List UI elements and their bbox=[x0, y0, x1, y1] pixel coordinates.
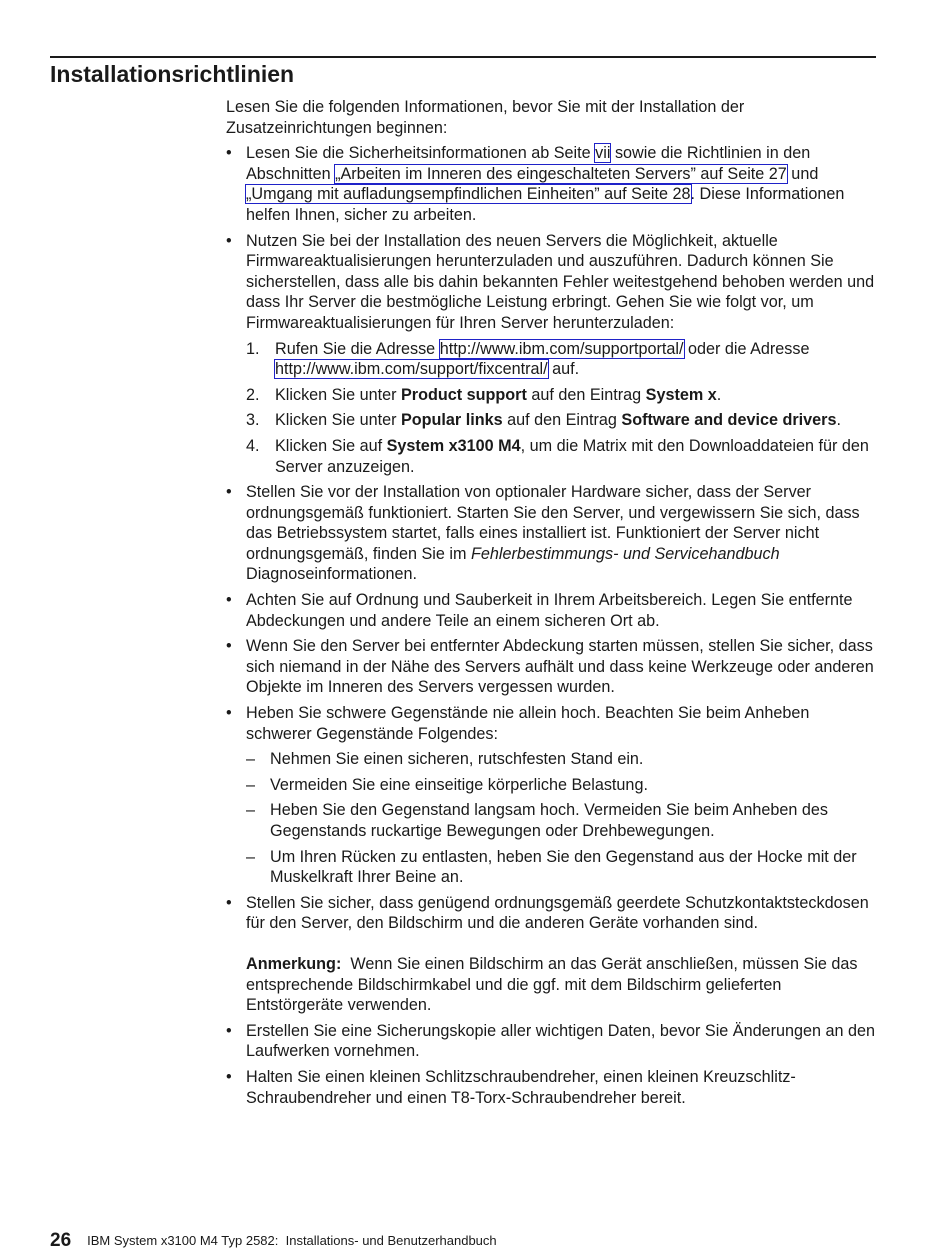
dash-marker: – bbox=[246, 847, 256, 866]
note-paragraph: Anmerkung: Wenn Sie einen Bildschirm an das Gerät anschließen, müssen Sie das entsprechende Bildschirmkabel und die ggf. mit dem Bildschirm gelieferten Entstörgeräte verwenden. bbox=[246, 954, 863, 1015]
bullet-marker: • bbox=[226, 637, 232, 656]
list-item-firmware: • Nutzen Sie bei der Installation des neuen Servers die Möglichkeit, aktuelle Firmwareaktualisierungen herunterzuladen und auszuführen. Dadurch können Sie sicherstellen, dass alle bis dahin bekannten Fehler weitestgehend behoben werden und dass Ihr Server die bestmögliche Leistung erbringt. Gehen Sie wie folgt vor, um Firmwareaktualisierungen für Ihren Server herunterzuladen: 1. Rufen Sie die Adresse http://www.ibm.com/supportportal/ oder die Adresse http://www.ibm.com/support/fixcentral/ auf. 2. Klicken Sie unter Product support auf den Eintrag System x. 3. Klicken Sie unter Popular links auf den Eintrag Software and device drivers. 4. Klicken Sie auf System x3100 M4, um die Matrix mit den Downloaddateien für den Server anzuzeigen. bbox=[226, 231, 878, 478]
page-heading: Installationsrichtlinien bbox=[50, 61, 295, 87]
link-fixcentral[interactable]: http://www.ibm.com/support/fixcentral/ bbox=[275, 360, 548, 379]
list-item-hardware-check: • Stellen Sie vor der Installation von optionaler Hardware sicher, dass der Server ordnungsgemäß funktioniert. Starten Sie den Server, und vergewissern Sie sich, dass das Betriebssystem startet, falls eines installiert ist. Funktioniert der Server nicht ordnungsgemäß, finden Sie im Fehlerbestimmungs- und Servicehandbuch Diagnoseinformationen. bbox=[226, 483, 860, 584]
footer-title: IBM System x3100 M4 Typ 2582: Installations- und Benutzerhandbuch bbox=[87, 1233, 497, 1248]
guideline-list bbox=[226, 143, 878, 1108]
bullet-marker: • bbox=[226, 144, 232, 163]
step-3: 3. Klicken Sie unter Popular links auf den Eintrag Software and device drivers. bbox=[246, 411, 841, 430]
step-number: 3. bbox=[246, 411, 260, 430]
step-number: 1. bbox=[246, 339, 260, 358]
sublist-item: – Vermeiden Sie eine einseitige körperliche Belastung. bbox=[246, 775, 648, 794]
firmware-steps bbox=[246, 339, 878, 478]
link-supportportal[interactable]: http://www.ibm.com/supportportal/ bbox=[439, 339, 684, 358]
link-static-sensitive-devices[interactable]: „Umgang mit aufladungsempfindlichen Einheiten” auf Seite 28 bbox=[246, 185, 691, 204]
bullet-marker: • bbox=[226, 483, 232, 502]
list-item-grounded-outlets: • Stellen Sie sicher, dass genügend ordnungsgemäß geerdete Schutzkontaktsteckdosen für den Server, den Bildschirm und die anderen Geräte vorhanden sind. Anmerkung: Wenn Sie einen Bildschirm an das Gerät anschließen, müssen Sie das entsprechende Bildschirmkabel und die ggf. mit dem Bildschirm gelieferten Entstörgeräte verwenden. bbox=[226, 893, 878, 1016]
bullet-marker: • bbox=[226, 1021, 232, 1040]
dash-marker: – bbox=[246, 801, 256, 820]
main-content bbox=[226, 97, 878, 1108]
bullet-marker: • bbox=[226, 591, 232, 610]
bullet-marker: • bbox=[226, 893, 232, 912]
bullet-marker: • bbox=[226, 1067, 232, 1086]
sublist-item: – Heben Sie den Gegenstand langsam hoch. Vermeiden Sie beim Anheben des Gegenstands ruckartige Bewegungen oder Drehbewegungen. bbox=[246, 801, 828, 840]
sublist-item: – Um Ihren Rücken zu entlasten, heben Sie den Gegenstand aus der Hocke mit der Muskelkraft Ihrer Beine an. bbox=[246, 847, 857, 887]
list-item-lifting: • Heben Sie schwere Gegenstände nie allein hoch. Beachten Sie beim Anheben schwerer Gegenstände Folgendes: – Nehmen Sie einen sicheren, rutschfesten Stand ein. – Vermeiden Sie eine einseitige körperliche Belastung. – Heben Sie den Gegenstand langsam hoch. Vermeiden Sie beim Anheben des Gegenstands ruckartige Bewegungen oder Drehbewegungen. – Um Ihren Rücken zu entlasten, heben Sie den Gegenstand aus der Hocke mit der Muskelkraft Ihrer Beine an. bbox=[226, 703, 878, 888]
sublist-item: – Nehmen Sie einen sicheren, rutschfesten Stand ein. bbox=[246, 750, 644, 769]
link-working-inside-server[interactable]: „Arbeiten im Inneren des eingeschalteten Servers” auf Seite 27 bbox=[335, 164, 787, 183]
note-label: Anmerkung: bbox=[246, 954, 342, 973]
list-item-backup: • Erstellen Sie eine Sicherungskopie aller wichtigen Daten, bevor Sie Änderungen an den Laufwerken vornehmen. bbox=[226, 1021, 876, 1061]
step-2: 2. Klicken Sie unter Product support auf den Eintrag System x. bbox=[246, 385, 722, 404]
lifting-sublist bbox=[246, 749, 878, 888]
list-item-screwdrivers: • Halten Sie einen kleinen Schlitzschraubendreher, einen kleinen Kreuzschlitz-Schraubendreher und einen T8-Torx-Schraubendreher bereit. bbox=[226, 1067, 796, 1107]
intro-paragraph: Lesen Sie die folgenden Informationen, bevor Sie mit der Installation der Zusatzeinrichtungen beginnen: bbox=[226, 98, 745, 137]
step-number: 4. bbox=[246, 436, 260, 455]
bullet-marker: • bbox=[226, 704, 232, 723]
page-footer bbox=[50, 1229, 497, 1253]
link-page-vii[interactable]: vii bbox=[595, 144, 611, 163]
step-4: 4. Klicken Sie auf System x3100 M4, um die Matrix mit den Downloaddateien für den Server anzuzeigen. bbox=[246, 436, 869, 476]
dash-marker: – bbox=[246, 775, 256, 794]
step-1: 1. Rufen Sie die Adresse http://www.ibm.com/supportportal/ oder die Adresse http://www.ibm.com/support/fixcentral/ auf. bbox=[246, 339, 810, 379]
page-number: 26 bbox=[50, 1230, 72, 1251]
list-item-safety: • Lesen Sie die Sicherheitsinformationen ab Seite vii sowie die Richtlinien in den Abschnitten „Arbeiten im Inneren des eingeschalteten Servers” auf Seite 27 und „Umgang mit aufladungsempfindlichen Einheiten” auf Seite 28. Diese Informationen helfen Ihnen, sicher zu arbeiten. bbox=[226, 144, 845, 224]
list-item-workspace: • Achten Sie auf Ordnung und Sauberkeit in Ihrem Arbeitsbereich. Legen Sie entfernte Abdeckungen und andere Teile an einem sicheren Ort ab. bbox=[226, 591, 853, 630]
list-item-cover-removed: • Wenn Sie den Server bei entfernter Abdeckung starten müssen, stellen Sie sicher, dass sich niemand in der Nähe des Servers aufhält und dass keine Werkzeuge oder anderen Objekte im Inneren des Servers vergessen wurden. bbox=[226, 637, 874, 697]
step-number: 2. bbox=[246, 385, 260, 404]
dash-marker: – bbox=[246, 750, 256, 769]
bullet-marker: • bbox=[226, 231, 232, 250]
